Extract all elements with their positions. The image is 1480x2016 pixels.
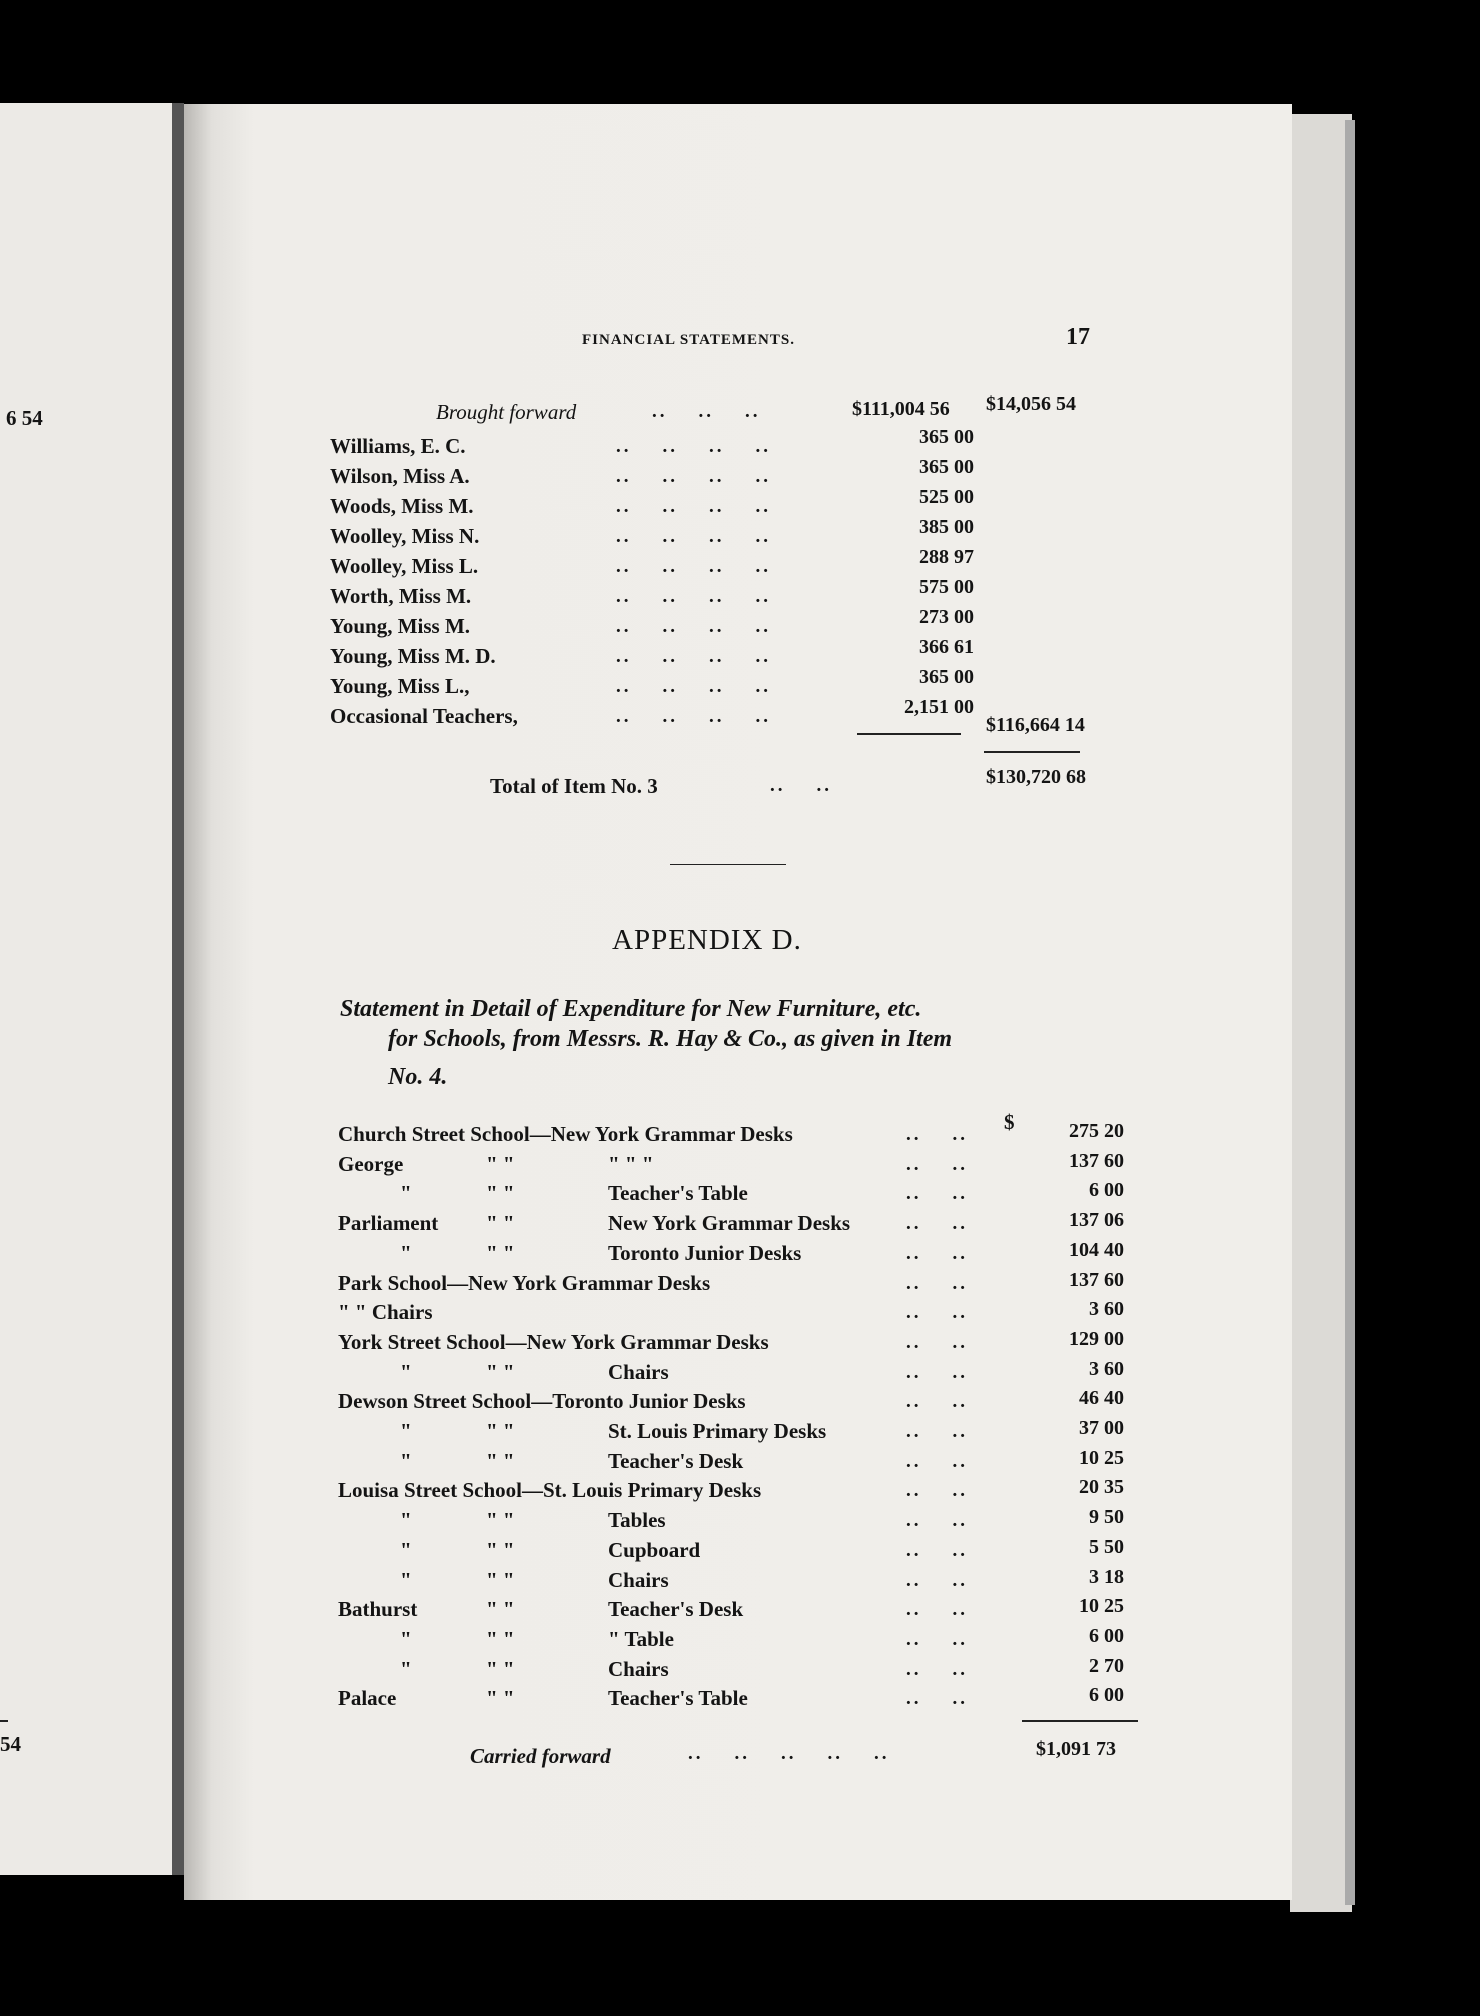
leader-dots: .. .. .. ..	[616, 466, 771, 487]
payee-name: Woolley, Miss N.	[330, 524, 480, 548]
leader-dots: .. ..	[906, 1570, 968, 1591]
payee-name: Young, Miss M. D.	[330, 644, 496, 668]
payee-name: Woods, Miss M.	[330, 494, 474, 518]
ditto-marks: " "	[486, 1508, 515, 1532]
expenditure-amount: 37 00	[1079, 1417, 1124, 1439]
school-label: George	[338, 1152, 404, 1176]
leader-dots: .. .. .. ..	[616, 436, 771, 457]
leader-dots: .. ..	[906, 1391, 968, 1412]
payee-name: Young, Miss M.	[330, 614, 471, 638]
leader-dots: .. ..	[906, 1124, 968, 1145]
leader-dots: .. .. ..	[652, 401, 761, 422]
school-label: "	[400, 1508, 412, 1532]
expenditure-amount: 5 50	[1089, 1536, 1124, 1558]
leader-dots: .. ..	[906, 1659, 968, 1680]
leader-dots: .. .. .. ..	[616, 676, 771, 697]
carried-rule	[1022, 1720, 1138, 1722]
ditto-marks: " "	[486, 1538, 515, 1562]
dollar-sign: $	[1004, 1110, 1015, 1134]
expenditure-amount: 6 00	[1089, 1625, 1124, 1647]
ditto-marks: " "	[486, 1241, 515, 1265]
school-label: "	[400, 1419, 412, 1443]
item-label: Teacher's Desk	[608, 1597, 744, 1621]
payee-amount: 288 97	[919, 546, 974, 568]
school-label: Parliament	[338, 1211, 439, 1235]
appendix-caption-line-3: No. 4.	[388, 1064, 448, 1090]
item-label: " " "	[608, 1152, 654, 1176]
leader-dots: .. .. .. ..	[616, 496, 771, 517]
expenditure-amount: 3 18	[1089, 1566, 1124, 1588]
expenditure-amount: 9 50	[1089, 1506, 1124, 1528]
ditto-marks: " "	[486, 1360, 515, 1384]
total-item-3: $130,720 68	[986, 766, 1086, 788]
school-label: " " Chairs	[338, 1300, 433, 1324]
ditto-marks: " "	[486, 1657, 515, 1681]
ditto-marks: " "	[486, 1449, 515, 1473]
leader-dots: .. ..	[906, 1154, 968, 1175]
left-page-amount-bottom: 54	[0, 1732, 21, 1756]
ditto-marks: " "	[486, 1568, 515, 1592]
total-item-3-label: Total of Item No. 3	[490, 774, 658, 798]
appendix-title: APPENDIX D.	[612, 924, 802, 956]
expenditure-amount: 10 25	[1079, 1595, 1124, 1617]
payee-name: Williams, E. C.	[330, 434, 466, 458]
brought-forward-col1: $111,004 56	[852, 398, 950, 420]
item-label: Chairs	[608, 1360, 669, 1384]
item-label: Teacher's Table	[608, 1686, 748, 1710]
subtotal-rule	[857, 733, 961, 735]
expenditure-amount: 137 60	[1069, 1150, 1124, 1172]
school-label: "	[400, 1627, 412, 1651]
payee-amount: 365 00	[919, 426, 974, 448]
school-label: Dewson Street School—Toronto Junior Desks	[338, 1389, 746, 1413]
carried-forward-label: Carried forward	[470, 1744, 611, 1768]
payee-name: Woolley, Miss L.	[330, 554, 479, 578]
item-label: Chairs	[608, 1657, 669, 1681]
leader-dots: .. ..	[906, 1599, 968, 1620]
expenditure-amount: 2 70	[1089, 1655, 1124, 1677]
leader-dots: .. ..	[906, 1451, 968, 1472]
left-page-amount-top: 6 54	[6, 406, 43, 430]
ditto-marks: " "	[486, 1152, 515, 1176]
item-label: Teacher's Desk	[608, 1449, 744, 1473]
page-number: 17	[1066, 324, 1090, 350]
school-label: "	[400, 1241, 412, 1265]
leader-dots: .. ..	[906, 1688, 968, 1709]
payee-amount: 525 00	[919, 486, 974, 508]
school-label: "	[400, 1538, 412, 1562]
school-label: "	[400, 1181, 412, 1205]
section-divider	[670, 864, 786, 865]
brought-forward-label: Brought forward	[436, 400, 577, 424]
school-label: York Street School—New York Grammar Desks	[338, 1330, 769, 1354]
expenditure-amount: 3 60	[1089, 1298, 1124, 1320]
running-title: FINANCIAL STATEMENTS.	[582, 332, 795, 348]
item-label: New York Grammar Desks	[608, 1211, 851, 1235]
expenditure-amount: 275 20	[1069, 1120, 1124, 1142]
leader-dots: .. ..	[770, 775, 832, 796]
expenditure-amount: 137 60	[1069, 1269, 1124, 1291]
expenditure-amount: 46 40	[1079, 1387, 1124, 1409]
item-label: Toronto Junior Desks	[608, 1241, 802, 1265]
leader-dots: .. ..	[906, 1421, 968, 1442]
expenditure-amount: 104 40	[1069, 1239, 1124, 1261]
book-gutter	[172, 103, 184, 1875]
payee-name: Wilson, Miss A.	[330, 464, 470, 488]
school-label: Louisa Street School—St. Louis Primary Desks	[338, 1478, 762, 1502]
item-label: Tables	[608, 1508, 666, 1532]
page-edge-shadow	[1345, 120, 1355, 1905]
payee-amount: 385 00	[919, 516, 974, 538]
leader-dots: .. ..	[906, 1213, 968, 1234]
leader-dots: .. ..	[906, 1332, 968, 1353]
page-edges	[1290, 114, 1352, 1912]
expenditure-amount: 3 60	[1089, 1358, 1124, 1380]
expenditure-amount: 129 00	[1069, 1328, 1124, 1350]
ditto-marks: " "	[486, 1419, 515, 1443]
leader-dots: .. ..	[906, 1302, 968, 1323]
ditto-marks: " "	[486, 1597, 515, 1621]
left-page-rule	[0, 1720, 8, 1722]
item-label: St. Louis Primary Desks	[608, 1419, 827, 1443]
payee-amount: 365 00	[919, 456, 974, 478]
leader-dots: .. ..	[906, 1629, 968, 1650]
school-label: "	[400, 1360, 412, 1384]
leader-dots: .. .. .. ..	[616, 586, 771, 607]
school-label: "	[400, 1657, 412, 1681]
leader-dots: .. .. .. ..	[616, 646, 771, 667]
payee-amount: 575 00	[919, 576, 974, 598]
total-rule	[984, 751, 1080, 753]
ditto-marks: " "	[486, 1627, 515, 1651]
item-3-subtotal: $116,664 14	[986, 714, 1085, 736]
leader-dots: .. ..	[906, 1273, 968, 1294]
appendix-caption-line-2: for Schools, from Messrs. R. Hay & Co., as given in Item	[388, 1026, 953, 1052]
school-label: "	[400, 1449, 412, 1473]
school-label: Bathurst	[338, 1597, 418, 1621]
leader-dots: .. ..	[906, 1480, 968, 1501]
expenditure-amount: 20 35	[1079, 1476, 1124, 1498]
school-label: Park School—New York Grammar Desks	[338, 1271, 711, 1295]
leader-dots: .. .. .. .. ..	[688, 1743, 890, 1764]
item-label: Teacher's Table	[608, 1181, 748, 1205]
payee-name: Occasional Teachers,	[330, 704, 518, 728]
payee-amount: 366 61	[919, 636, 974, 658]
expenditure-amount: 10 25	[1079, 1447, 1124, 1469]
page-17	[184, 104, 1292, 1900]
expenditure-amount: 137 06	[1069, 1209, 1124, 1231]
payee-amount: 365 00	[919, 666, 974, 688]
school-label: "	[400, 1568, 412, 1592]
item-label: " Table	[608, 1627, 674, 1651]
leader-dots: .. ..	[906, 1362, 968, 1383]
payee-amount: 273 00	[919, 606, 974, 628]
leader-dots: .. .. .. ..	[616, 706, 771, 727]
left-page	[0, 103, 172, 1875]
leader-dots: .. .. .. ..	[616, 556, 771, 577]
leader-dots: .. ..	[906, 1243, 968, 1264]
expenditure-amount: 6 00	[1089, 1179, 1124, 1201]
ditto-marks: " "	[486, 1181, 515, 1205]
expenditure-amount: 6 00	[1089, 1684, 1124, 1706]
ditto-marks: " "	[486, 1686, 515, 1710]
payee-name: Young, Miss L.,	[330, 674, 470, 698]
ditto-marks: " "	[486, 1211, 515, 1235]
leader-dots: .. ..	[906, 1510, 968, 1531]
leader-dots: .. .. .. ..	[616, 616, 771, 637]
carried-forward-total: $1,091 73	[1036, 1738, 1116, 1760]
appendix-caption-line-1: Statement in Detail of Expenditure for New Furniture, etc.	[340, 996, 922, 1022]
brought-forward-col2: $14,056 54	[986, 393, 1076, 415]
school-label: Church Street School—New York Grammar Desks	[338, 1122, 793, 1146]
item-label: Chairs	[608, 1568, 669, 1592]
leader-dots: .. ..	[906, 1540, 968, 1561]
leader-dots: .. .. .. ..	[616, 526, 771, 547]
item-label: Cupboard	[608, 1538, 701, 1562]
payee-amount: 2,151 00	[904, 696, 974, 718]
payee-name: Worth, Miss M.	[330, 584, 472, 608]
leader-dots: .. ..	[906, 1183, 968, 1204]
school-label: Palace	[338, 1686, 397, 1710]
